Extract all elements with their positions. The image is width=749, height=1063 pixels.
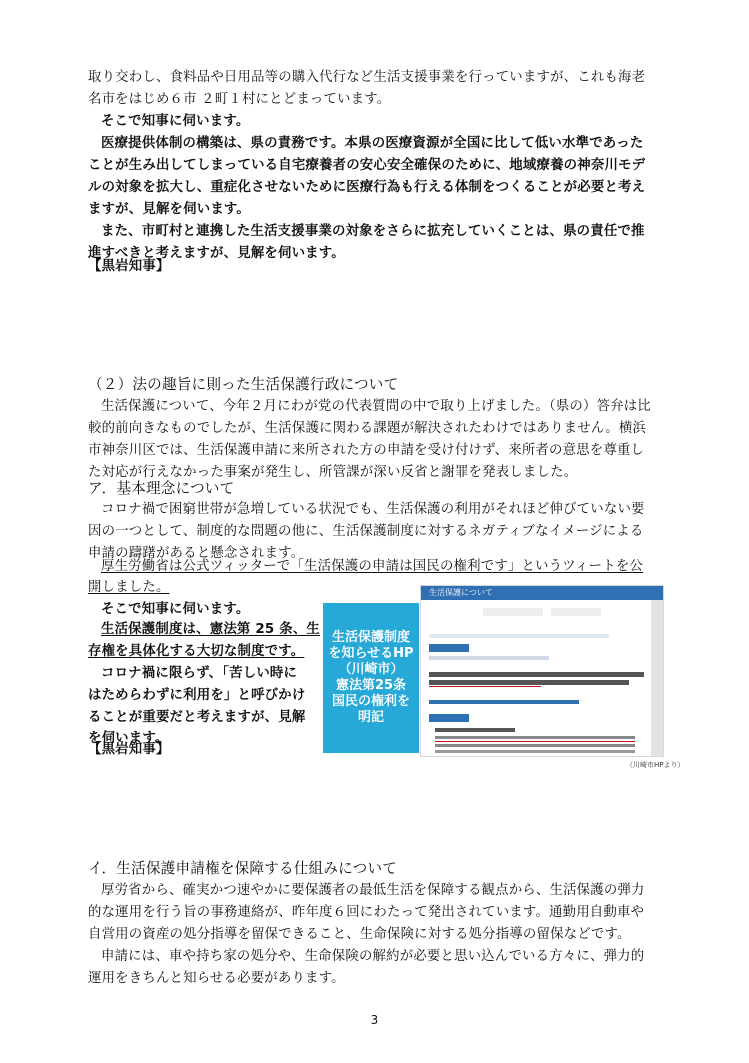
figure-overlay-label xyxy=(323,603,419,753)
body-line: 較的前向きなものでしたが、生活保護に関わる課題が解決されたわけではありません。横浜 xyxy=(88,421,647,436)
body-line: 申請の躊躇があると懸念されます。 xyxy=(88,546,305,561)
overlay-line: 憲法第25条 xyxy=(335,678,407,693)
figure-caption: （川崎市HPより） xyxy=(626,761,685,769)
overlay-line: を知らせるHP xyxy=(328,646,414,661)
question-lead: そこで知事に伺います。 xyxy=(101,602,250,617)
screenshot-title: 生活保護について xyxy=(421,586,663,600)
answer-label: 【黒岩知事】 xyxy=(88,742,170,757)
body-line: 自営用の資産の処分指導を留保できること、生命保険に対する処分指導の留保などです。 xyxy=(88,927,631,942)
body-line: 的な運用を行う旨の事務連絡が、昨年度６回にわたって発出されています。通勤用自動車や xyxy=(88,905,645,920)
question-line: また、市町村と連携した生活支援事業の対象をさらに拡充していくことは、県の責任で推 xyxy=(101,224,645,239)
body-line: 開しました。 xyxy=(88,580,170,595)
question-line: 存権を具体化する大切な制度です。 xyxy=(88,644,305,659)
body-line: 申請には、車や持ち家の処分や、生命保険の解約が必要と思い込んでいる方々に、弾力的 xyxy=(101,949,645,964)
overlay-line: 生活保護制度 xyxy=(331,630,410,645)
body-line: コロナ禍で困窮世帯が急増している状況でも、生活保護の利用がそれほど伸びていない要 xyxy=(101,502,645,517)
body-line: 因の一つとして、制度的な問題の他に、生活保護制度に対するネガティブなイメージによる xyxy=(88,524,644,539)
question-line: ルの対象を拡大し、重症化させないために医療行為も行える体制をつくることが必要と考え xyxy=(88,180,646,195)
body-line: 厚労省から、確実かつ速やかに要保護者の最低生活を保障する観点から、生活保護の弾力 xyxy=(101,883,645,898)
question-line: を伺います。 xyxy=(88,731,169,746)
question-line: 医療提供体制の構築は、県の責務です。本県の医療資源が全国に比して低い水準であった xyxy=(101,136,644,151)
screenshot-content xyxy=(421,600,651,756)
overlay-line: 国民の権利を xyxy=(331,694,410,709)
body-line: 厚生労働省は公式ツィッターで「生活保護の申請は国民の権利です」というツィートを公 xyxy=(101,559,644,574)
body-line: た対応が行えなかった事案が発生し、所管課が深い反省と謝罪を発表しました。 xyxy=(88,465,578,480)
subsection-heading: イ．生活保護申請権を保障する仕組みについて xyxy=(88,860,398,877)
question-line: コロナ禍に限らず、「苦しい時に xyxy=(101,666,298,681)
body-line: 市神奈川区では、生活保護申請に来所された方の申請を受け付けず、来所者の意思を尊重し xyxy=(88,443,645,458)
body-line: 取り交わし、食料品や日用品等の購入代行など生活支援事業を行っていますが、これも海老 xyxy=(88,70,646,85)
body-line: 生活保護について、今年２月にわが党の代表質問の中で取り上げました。（県の）答弁は比 xyxy=(101,399,651,414)
body-line: 運用をきちんと知らせる必要があります。 xyxy=(88,971,345,986)
body-line: 名市をはじめ６市 ２町１村にとどまっています。 xyxy=(88,92,391,107)
question-line: ますが、見解を伺います。 xyxy=(88,202,251,217)
page-number: 3 xyxy=(370,1013,379,1027)
overlay-line: （川崎市） xyxy=(338,662,404,677)
subsection-heading: ア．基本理念について xyxy=(88,480,235,497)
question-lead: そこで知事に伺います。 xyxy=(101,114,250,129)
question-line: はためらわずに利用を」と呼びかけ xyxy=(88,688,306,703)
website-screenshot xyxy=(420,585,664,757)
question-line: 生活保護制度は、憲法第 25 条、生 xyxy=(101,622,321,637)
answer-label: 【黒岩知事】 xyxy=(88,259,170,274)
screenshot-scrollbar xyxy=(651,600,663,756)
question-line: ることが重要だと考えますが、見解 xyxy=(88,710,306,725)
section-heading: （２）法の趣旨に則った生活保護行政について xyxy=(88,376,399,393)
overlay-line: 明記 xyxy=(357,710,384,725)
question-line: 進すべきと考えますが、見解を伺います。 xyxy=(88,246,345,261)
question-line: ことが生み出してしまっている自宅療養者の安心安全確保のために、地域療養の神奈川モデ xyxy=(88,158,646,173)
